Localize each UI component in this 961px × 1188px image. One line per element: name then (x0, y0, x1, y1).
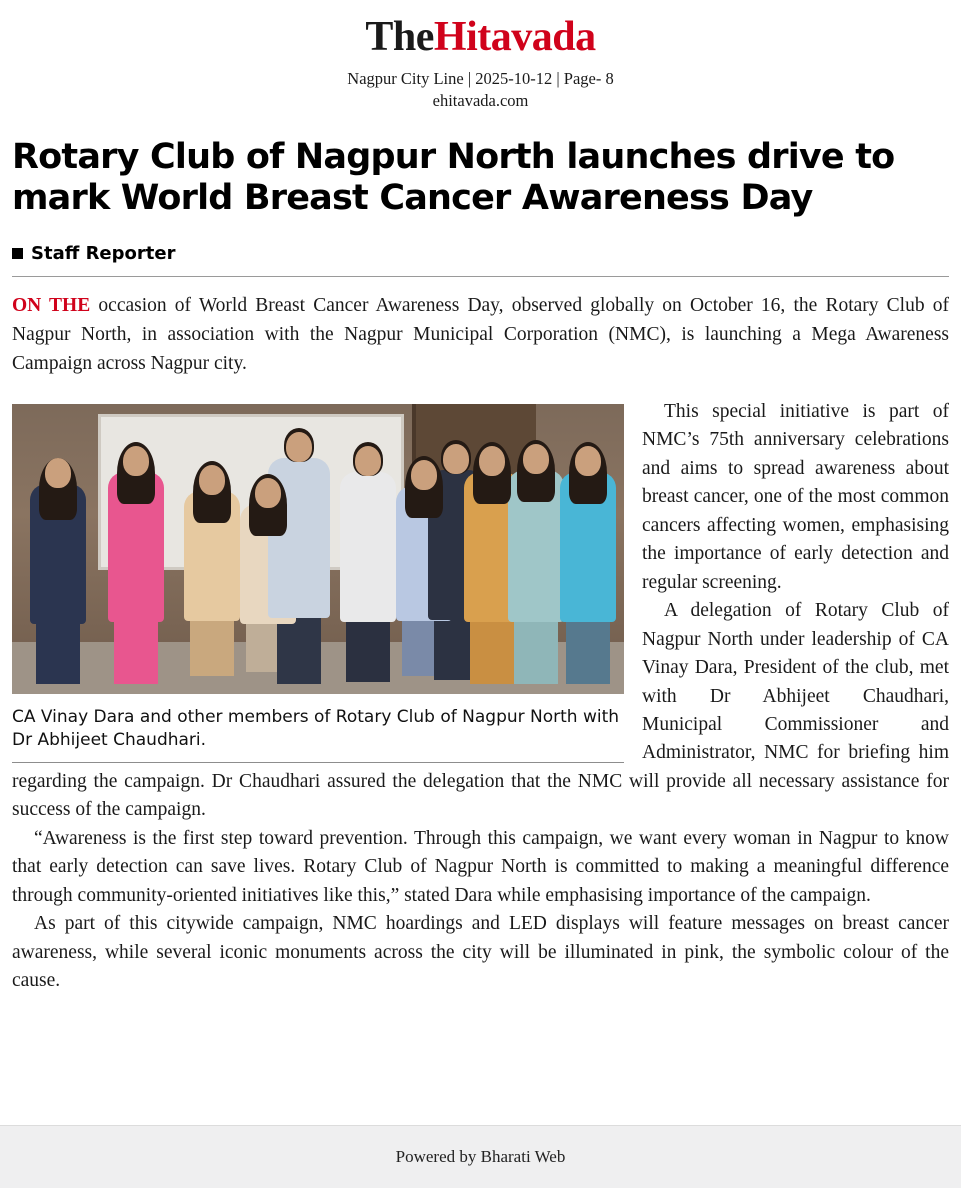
lead-paragraph (12, 291, 949, 379)
lead-text: occasion of World Breast Cancer Awareness Day, observed globally on October 16, the Rotary Club of Nagpur North, in association with the Nagpur Municipal Corporation (NMC), is launching a Mega Awareness Campaign across Nagpur city. (12, 294, 950, 375)
edition-line: Nagpur City Line | 2025-10-12 | Page- 8 (347, 69, 614, 88)
photo-caption: CA Vinay Dara and other members of Rotary Club of Nagpur North with Dr Abhijeet Chaudhari. (12, 706, 624, 763)
page-footer (0, 1125, 961, 1188)
body-paragraph: As part of this citywide campaign, NMC hoardings and LED displays will feature messages on breast cancer awareness, while several iconic monuments across the city will be illuminated in pink, the symbolic colour of the cause. (12, 913, 949, 992)
photo-person (184, 465, 240, 676)
body-paragraph: “Awareness is the first step toward prevention. Through this campaign, we want every woman in Nagpur to know that early detection can save lives. Rotary Club of Nagpur North is committed to making a meaningful difference through community-oriented initiatives like this,” stated Dara while emphasising importance of the campaign. (12, 827, 949, 906)
photo-person (268, 432, 330, 684)
masthead (0, 0, 961, 113)
logo-hitavada: Hitavada (433, 14, 596, 60)
photo-person (30, 458, 86, 684)
photo-person (340, 446, 396, 682)
photo-person (508, 444, 564, 684)
body-paragraph: This special initiative is part of NMC’s 75th anniversary celebrations and aims to spread awareness about breast cancer, one of the most common cancers affecting women, emphasising the importance of early detection and regular screening. (642, 400, 949, 593)
group-photo-rotary-club-members (12, 404, 624, 694)
byline-divider (12, 276, 949, 277)
lead-dropcap: ON THE (12, 294, 91, 316)
footer-credit: Powered by Bharati Web (395, 1147, 566, 1166)
photo-person (560, 446, 616, 684)
page-title: Rotary Club of Nagpur North launches drive to mark World Breast Cancer Awareness Day (12, 136, 895, 218)
byline-label: Staff Reporter (31, 242, 176, 264)
byline (12, 243, 949, 264)
article-figure (12, 404, 624, 763)
edition-website: ehitavada.com (432, 91, 529, 111)
body-paragraph: A delegation of Rotary Club of Nagpur North under leadership of CA Vinay Dara, President of the club, met with Dr Abhijeet Chaudhari, Municipal Commissioner and Administrator, NMC for briefing him regarding the campaign. Dr Chaudhari assured the delegation that the NMC will provide all necessary assistance for success of the campaign. (12, 600, 949, 821)
article-body (12, 398, 949, 996)
publication-logo (0, 16, 961, 58)
square-bullet-icon (12, 248, 23, 259)
photo-person (108, 446, 164, 684)
article-content (0, 137, 961, 996)
logo-the: The (365, 14, 434, 60)
